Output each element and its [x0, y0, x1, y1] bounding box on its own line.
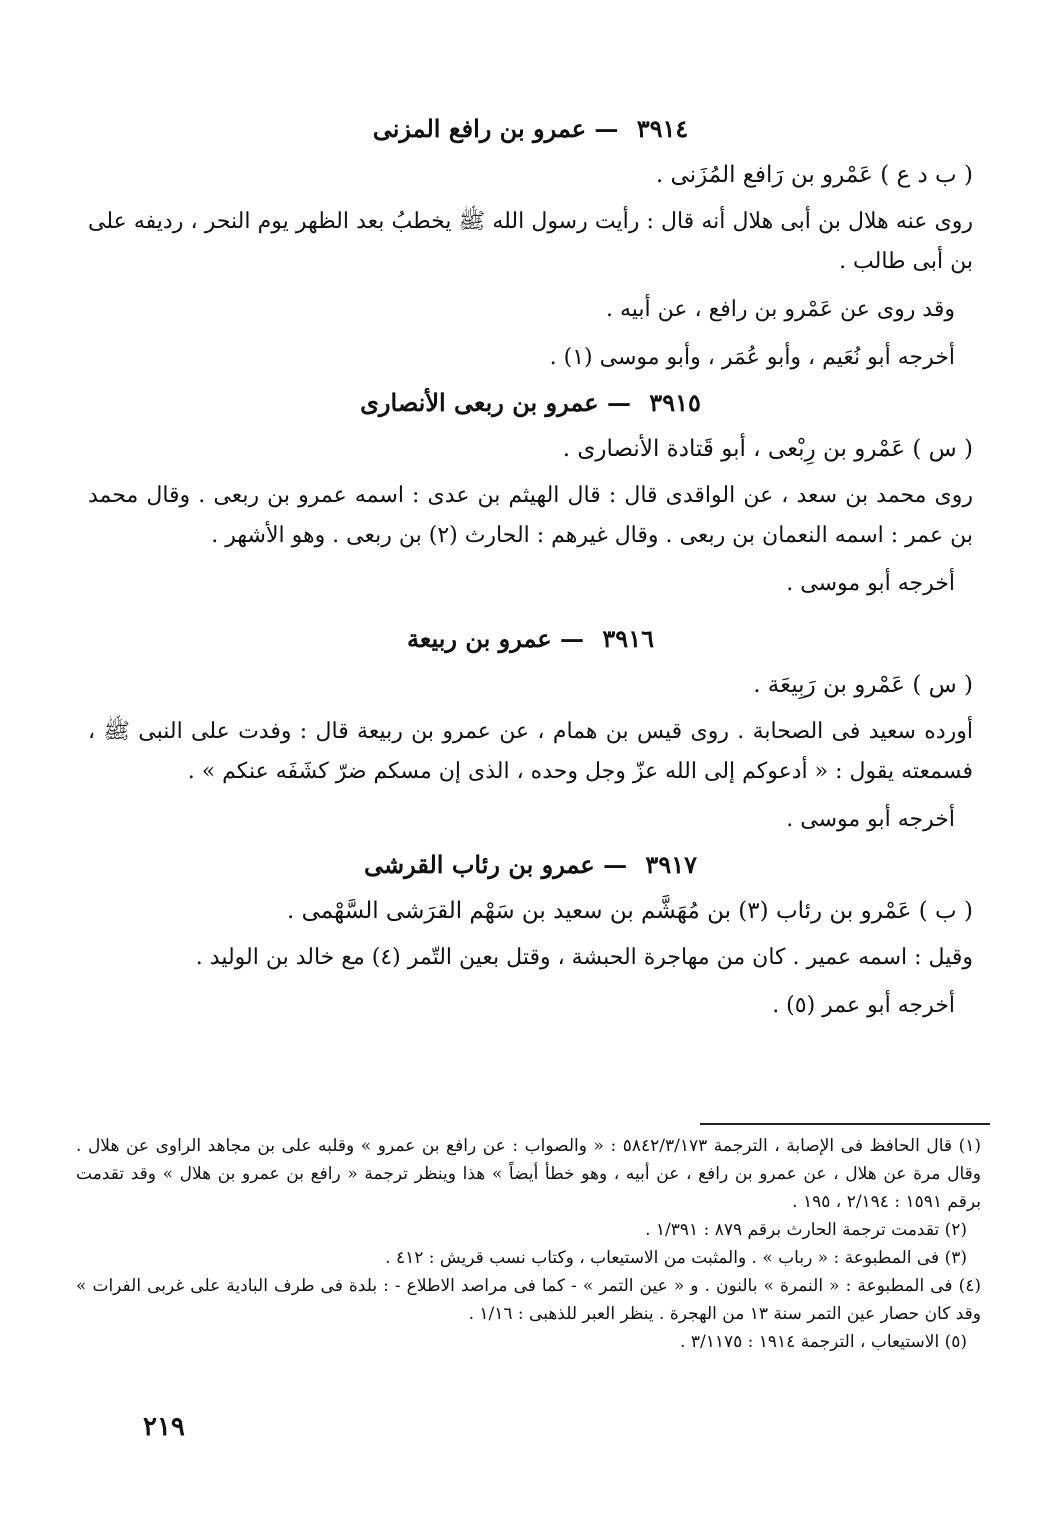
- footnote: (٣) فى المطبوعة : « رباب » . والمثبت من الاستيعاب ، وكتاب نسب قريش : ٤١٢ .: [385, 1248, 967, 1268]
- entry-paragraph: أخرجه أبو عمر (٥) .: [772, 993, 955, 1018]
- entry-head: ( س ) عَمْرو بن رَبِيعَة .: [753, 672, 973, 698]
- entry-number: ٣٩١٧: [645, 850, 697, 879]
- entry-head: ( ب د ع ) عَمْرو بن رَافع المُزَنى .: [655, 162, 973, 188]
- entry-title: [88, 112, 973, 146]
- entry-paragraph: وقيل : اسمه عمير . كان من مهاجرة الحبشة ، وقتل بعين التّمر (٤) مع خالد بن الوليد .: [195, 945, 973, 970]
- entry-title: [88, 386, 973, 420]
- footnote: (١) قال الحافظ فى الإصابة ، الترجمة ٥٨٤٢/٣/١٧٣ : « والصواب : عن رافع بن عمرو » وقلبه على بن مجاهد الراوى عن هلال . وقال مرة عن هلال ، عن عمرو بن رافع ، عن أبيه ، وهو خطأ أيضاً » هذا وينظر ترجمة « رافع بن عمرو بن هلال » وقد تقدمت برقم ١٥٩١ : ٢/١٩٤ ، ١٩٥ .: [76, 1136, 981, 1212]
- entry-paragraph: أخرجه أبو موسى .: [786, 807, 955, 832]
- entry-title: [88, 622, 973, 656]
- footnotes: [76, 1132, 981, 1356]
- entry-number: ٣٩١٥: [649, 388, 701, 417]
- footnote-divider: [700, 1123, 990, 1125]
- entry-name: عمرو بن رئاب القرشى: [364, 850, 595, 879]
- entry-paragraph: روى عنه هلال بن أبى هلال أنه قال : رأيت رسول الله ﷺ يخطبُ بعد الظهر يوم النحر ، رديفه على بن أبى طالب .: [88, 209, 973, 274]
- entry-paragraph: أخرجه أبو نُعَيم ، وأبو عُمَر ، وأبو موسى (١) .: [549, 345, 955, 370]
- entry-head: ( س ) عَمْرو بن رِبْعى ، أبو قَتادة الأنصارى .: [562, 436, 973, 462]
- entry-name: عمرو بن ربعى الأنصارى: [360, 388, 599, 417]
- entry-dash: —: [606, 388, 631, 417]
- entry-paragraph: روى محمد بن سعد ، عن الواقدى قال : قال الهيثم بن عدى : اسمه عمرو بن ربعى . وقال محمد بن عمر : اسمه النعمان بن ربعى . وقال غيرهم : الحارث (٢) بن ربعى . وهو الأشهر .: [88, 483, 973, 548]
- entry-head: ( ب ) عَمْرو بن رئاب (٣) بن مُهَشَّم بن سعيد بن سَهْم القرَشى السَّهْمى .: [287, 898, 973, 924]
- entry-dash: —: [603, 850, 628, 879]
- entry-dash: —: [560, 624, 585, 653]
- footnote: (٤) فى المطبوعة : « النمرة » بالنون . و « عين التمر » - كما فى مراصد الاطلاع - : بلدة فى طرف البادية على غربى الفرات » وقد كان حصار عين التمر سنة ١٣ من الهجرة . ينظر العبر للذهبى : ١/١٦ .: [76, 1276, 981, 1324]
- entry-number: ٣٩١٦: [602, 624, 654, 653]
- entry-paragraph: أورده سعيد فى الصحابة . روى قيس بن همام ، عن عمرو بن ربيعة قال : وفدت على النبى ﷺ ، فسمعته يقول : « أدعوكم إلى الله عزّ وجل وحده ، الذى إن مسكم ضرّ كشَفَه عنكم » .: [88, 719, 973, 784]
- page-number: ٢١٩: [143, 1412, 185, 1442]
- entry-number: ٣٩١٤: [636, 114, 689, 143]
- entry-dash: —: [594, 114, 619, 143]
- entry-title: [88, 848, 973, 882]
- footnote: (٢) تقدمت ترجمة الحارث برقم ٨٧٩ : ١/٣٩١ .: [645, 1220, 967, 1240]
- main-text: [88, 112, 973, 1034]
- entry-name: عمرو بن ربيعة: [407, 624, 552, 653]
- footnote: (٥) الاستيعاب ، الترجمة ١٩١٤ : ٣/١١٧٥ .: [680, 1332, 967, 1352]
- entry-paragraph: أخرجه أبو موسى .: [786, 571, 955, 596]
- entry-paragraph: وقد روى عن عَمْرو بن رافع ، عن أبيه .: [605, 297, 955, 322]
- entry-name: عمرو بن رافع المزنى: [372, 114, 587, 143]
